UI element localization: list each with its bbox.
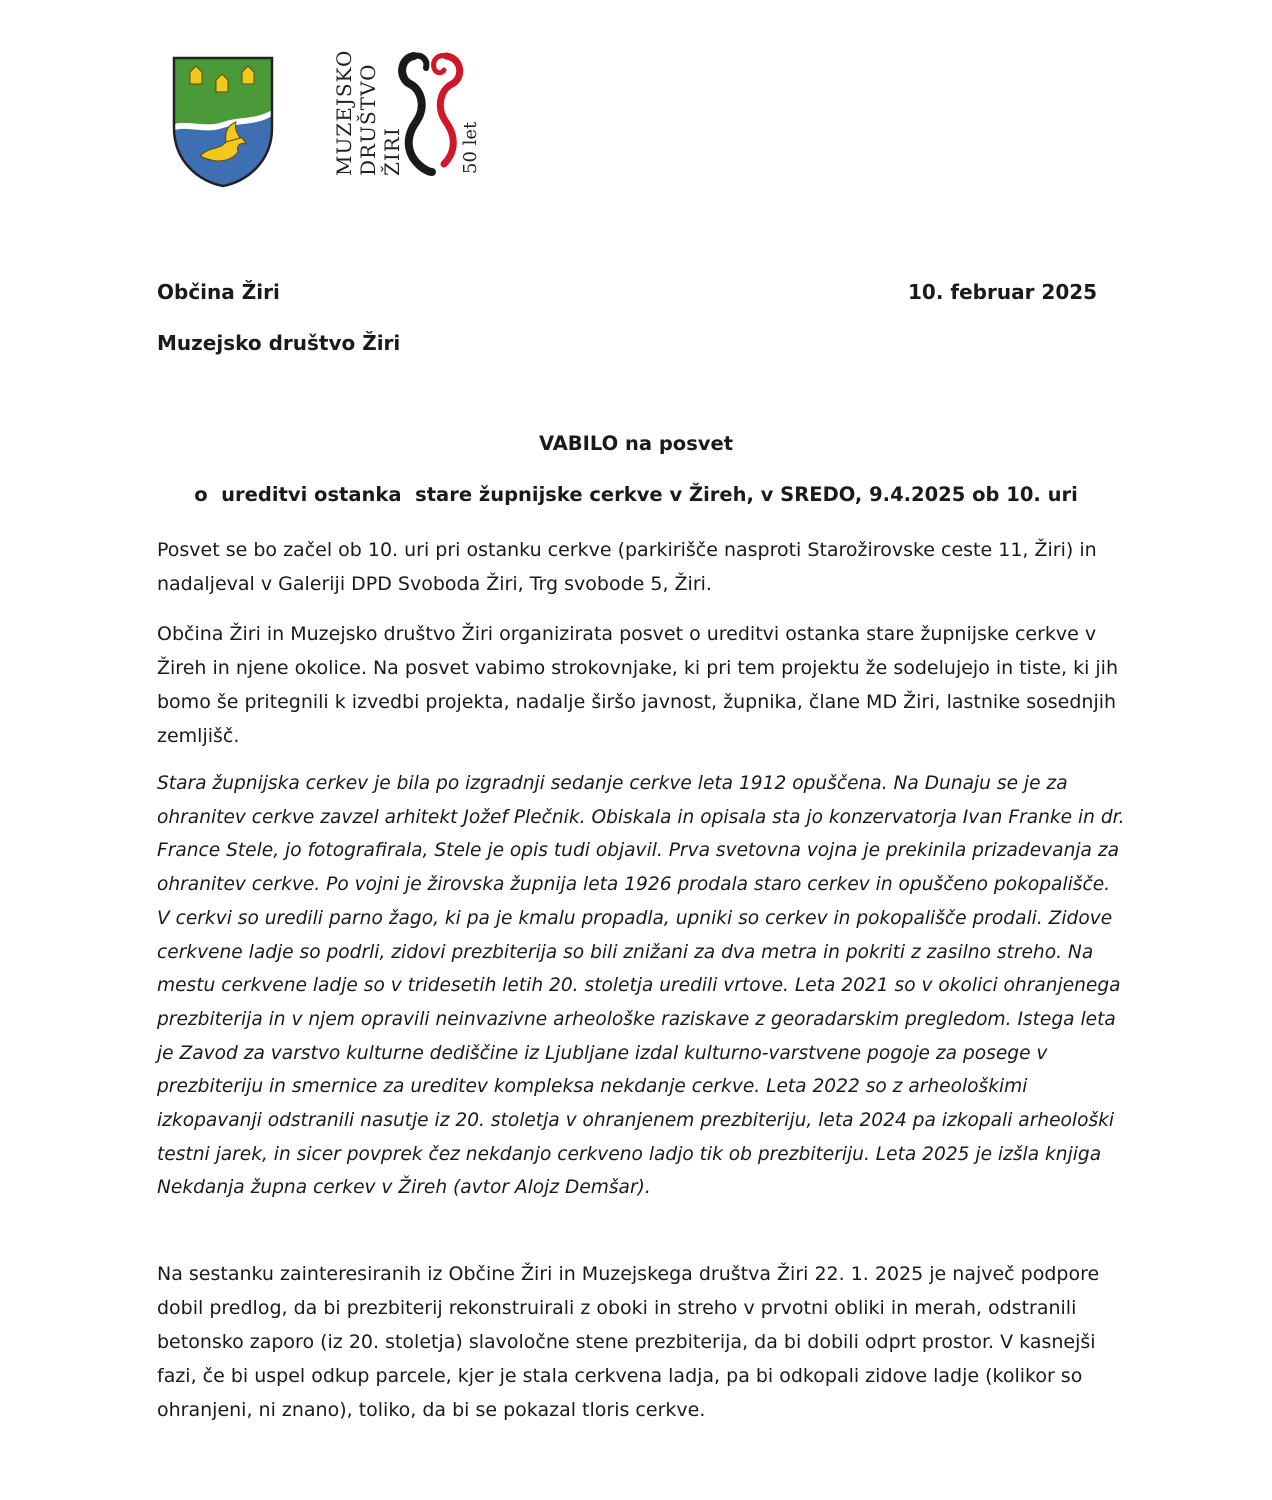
- paragraph-organizers: Občina Žiri in Muzejsko društvo Žiri organizirata posvet o ureditvi ostanka stare župnijske cerkve v Žireh in njene okolice. Na posvet vabimo strokovnjake, ki pri tem projektu že sodelujejo in tiste, ki jih bomo še pritegnili k izvedbi projekta, nadalje širšo javnost, župnika, člane MD Žiri, lastnike sosednjih zemljišč.: [157, 623, 1118, 747]
- invitation-title: VABILO na posvet: [538, 432, 734, 455]
- letter-date: 10. februar 2025: [908, 280, 1098, 304]
- lace-motif-icon: [396, 48, 466, 176]
- paragraph-location: Posvet se bo začel ob 10. uri pri ostanku cerkve (parkirišče nasproti Starožirovske ceste 11, Žiri) in nadaljeval v Galeriji DPD Svoboda Žiri, Trg svobode 5, Žiri.: [157, 539, 1097, 595]
- coat-of-arms-icon: [160, 50, 284, 190]
- logo-line-2: DRUŠTVO: [356, 63, 380, 176]
- sender-municipality: Občina Žiri: [157, 280, 280, 304]
- invitation-subtitle: o ureditvi ostanka stare župnijske cerkve v Žireh, v SREDO, 9.4.2025 ob 10. uri: [194, 483, 1078, 506]
- paragraph-proposal: Na sestanku zainteresiranih iz Občine Žiri in Muzejskega društva Žiri 22. 1. 2025 je največ podpore dobil predlog, da bi prezbiterij rekonstruirali z oboki in streho v prvotni obliki in merah, odstranili betonsko zaporo (iz 20. stoletja) slavoločne stene prezbiterija, da bi dobili odprt prostor. V kasnejši fazi, če bi uspel odkup parcele, kjer je stala cerkvena ladja, pa bi odkopali zidove ladje (kolikor so ohranjeni, ni znano), toliko, da bi se pokazal tloris cerkve.: [157, 1263, 1100, 1421]
- logo-line-3: ŽIRI: [380, 127, 404, 176]
- museum-society-logo: [322, 46, 492, 186]
- logo-line-1: MUZEJSKO: [332, 49, 356, 176]
- sender-society: Muzejsko društvo Žiri: [157, 331, 401, 355]
- logo-anniversary: 50 let: [460, 121, 481, 174]
- paragraph-history: Stara župnijska cerkev je bila po izgradnji sedanje cerkve leta 1912 opuščena. Na Dunaju se je za ohranitev cerkve zavzel arhitekt Jožef Plečnik. Obiskala in opisala sta jo konzervatorja Ivan Franke in dr. France Stele, jo fotografirala, Stele je opis tudi objavil. Prva svetovna vojna je prekinila prizadevanja za ohranitev cerkve. Po vojni je žirovska župnija leta 1926 prodala staro cerkev in opuščeno pokopališče. V cerkvi so uredili parno žago, ki pa je kmalu propadla, upniki so cerkev in pokopališče prodali. Zidove cerkvene ladje so podrli, zidovi prezbiterija so bili znižani za dva metra in pokriti z zasilno streho. Na mestu cerkvene ladje so v tridesetih letih 20. stoletja uredili vrtove. Leta 2021 so v okolici ohranjenega prezbiterija in v njem opravili neinvazivne arheološke raziskave z georadarskim pregledom. Istega leta je Zavod za varstvo kulturne dediščine iz Ljubljane izdal kulturno-varstvene pogoje za posege v prezbiteriju in smernice za ureditev kompleksa nekdanje cerkve. Leta 2022 so z arheološkimi izkopavanji odstranili nasutje iz 20. stoletja v ohranjenem prezbiteriju, leta 2024 pa izkopali arheološki testni jarek, in sicer povprek čez nekdanjo cerkveno ladjo tik ob prezbiteriju. Leta 2025 je izšla knjiga Nekdanja župna cerkev v Žireh (avtor Alojz Demšar).: [157, 773, 1125, 1199]
